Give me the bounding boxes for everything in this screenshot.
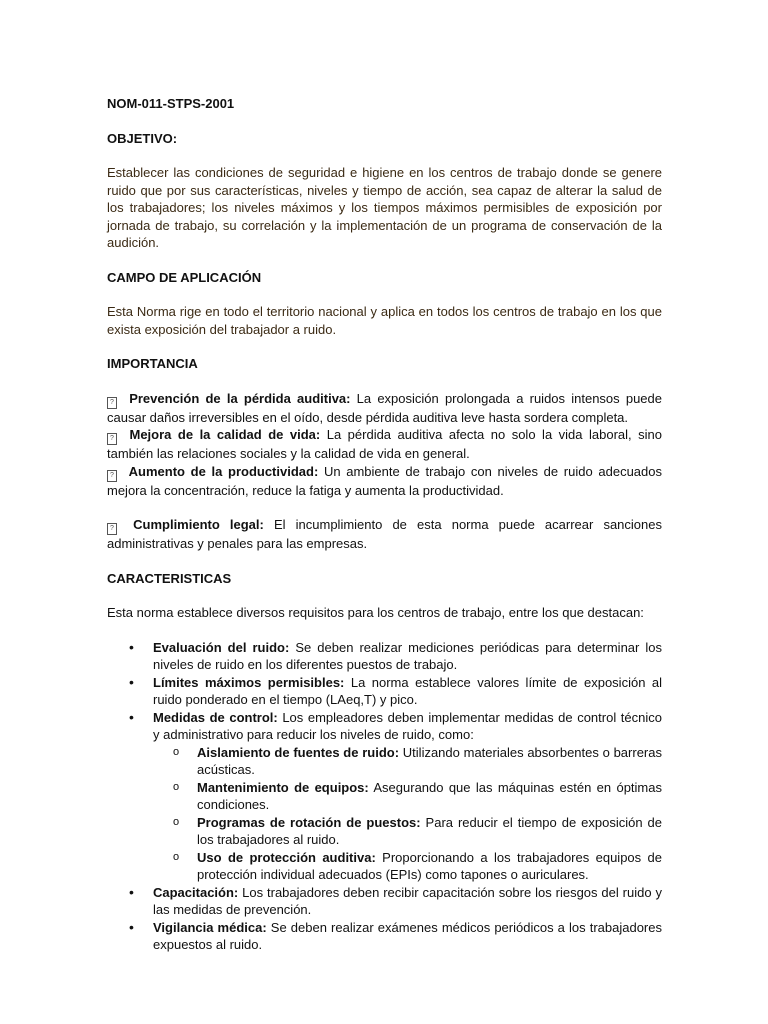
sublist-item [153,849,662,884]
importancia-item [107,426,662,463]
document-code: NOM-011-STPS-2001 [107,96,235,111]
importancia-item-title: Cumplimiento legal: [133,517,264,532]
list-item [107,674,662,709]
missing-glyph-icon: ? [107,397,117,409]
list-item-text: Los trabajadores deben recibir capacitación sobre los riesgos del ruido y las medidas de prevención. [153,884,662,917]
caracteristicas-list [107,639,662,954]
importancia-list [107,390,662,553]
sublist-item-title: Programas de rotación de puestos: [197,814,421,830]
missing-glyph-icon: ? [107,470,117,482]
sublist-item [153,779,662,814]
control-measures-sublist [153,744,662,884]
sublist-item-title: Uso de protección auditiva: [197,849,376,865]
caracteristicas-heading: CARACTERISTICAS [107,570,232,586]
list-item-text: Los empleadores deben implementar medidas de control técnico y administrativo para reducir los niveles de ruido, como: [153,709,662,742]
importancia-heading: IMPORTANCIA [107,356,198,371]
missing-glyph-icon: ? [107,433,117,445]
importancia-item-title: Mejora de la calidad de vida: [129,427,321,442]
list-item-title: Evaluación del ruido: [153,639,290,655]
sublist-item [153,744,662,779]
importancia-item-title: Aumento de la productividad: [128,463,319,479]
objetivo-heading: OBJETIVO: [107,130,178,146]
sublist-item-title: Mantenimiento de equipos: [197,779,369,795]
list-item-title: Capacitación: [153,884,239,900]
document-page [107,95,662,954]
importancia-item [107,516,662,553]
list-item-title: Medidas de control: [153,709,278,725]
list-item-text: Se deben realizar exámenes médicos periódicos a los trabajadores expuestos al ruido. [153,919,662,952]
importancia-item [107,463,662,500]
importancia-item-text: Un ambiente de trabajo con niveles de ruido adecuados mejora la concentración, reduce la fatiga y aumenta la productividad. [107,463,662,498]
importancia-item-text: La exposición prolongada a ruidos intensos puede causar daños irreversibles en el oído, desde pérdida auditiva leve hasta sordera completa. [107,390,662,425]
list-item-title: Vigilancia médica: [153,919,267,935]
importancia-item-text: El incumplimiento de esta norma puede acarrear sanciones administrativas y penales para las empresas. [107,517,662,551]
sublist-item-text: Proporcionando a los trabajadores equipos de protección individual adecuados (EPIs) como tapones o auriculares. [197,849,662,882]
sublist-item-title: Aislamiento de fuentes de ruido: [197,744,400,760]
sublist-item [153,814,662,849]
list-item [107,884,662,919]
campo-text: Esta Norma rige en todo el territorio nacional y aplica en todos los centros de trabajo en los que exista exposición del trabajador a ruido. [107,304,662,337]
importancia-item [107,390,662,427]
missing-glyph-icon: ? [107,523,117,535]
list-item [107,919,662,954]
list-item-text: Se deben realizar mediciones periódicas para determinar los niveles de ruido en los diferentes puestos de trabajo. [153,639,663,672]
objetivo-text: Establecer las condiciones de seguridad e higiene en los centros de trabajo donde se genere ruido que por sus características, niveles y tiempo de acción, sea capaz de alterar la salud de los trabajadores; los niveles máximos y los tiempos máximos permisibles de exposición por jornada de trabajo, su correlación y la implementación de un programa de conservación de la audición. [107,165,662,250]
importancia-item-text: La pérdida auditiva afecta no solo la vida laboral, sino también las relaciones sociales y la calidad de vida en general. [107,427,662,461]
sublist-item-text: Utilizando materiales absorbentes o barreras acústicas. [197,744,662,777]
list-item [107,639,662,674]
campo-heading: CAMPO DE APLICACIÓN [107,269,262,285]
importancia-item-title: Prevención de la pérdida auditiva: [129,390,351,406]
list-item [107,709,662,884]
caracteristicas-intro: Esta norma establece diversos requisitos para los centros de trabajo, entre los que destacan: [107,605,644,620]
sublist-item-text: Asegurando que las máquinas estén en óptimas condiciones. [197,779,662,812]
list-item-text: La norma establece valores límite de exposición al ruido ponderado en el tiempo (LAeq,T) y pico. [153,674,663,707]
sublist-item-text: Para reducir el tiempo de exposición de los trabajadores al ruido. [197,814,662,847]
list-item-title: Límites máximos permisibles: [153,674,345,690]
